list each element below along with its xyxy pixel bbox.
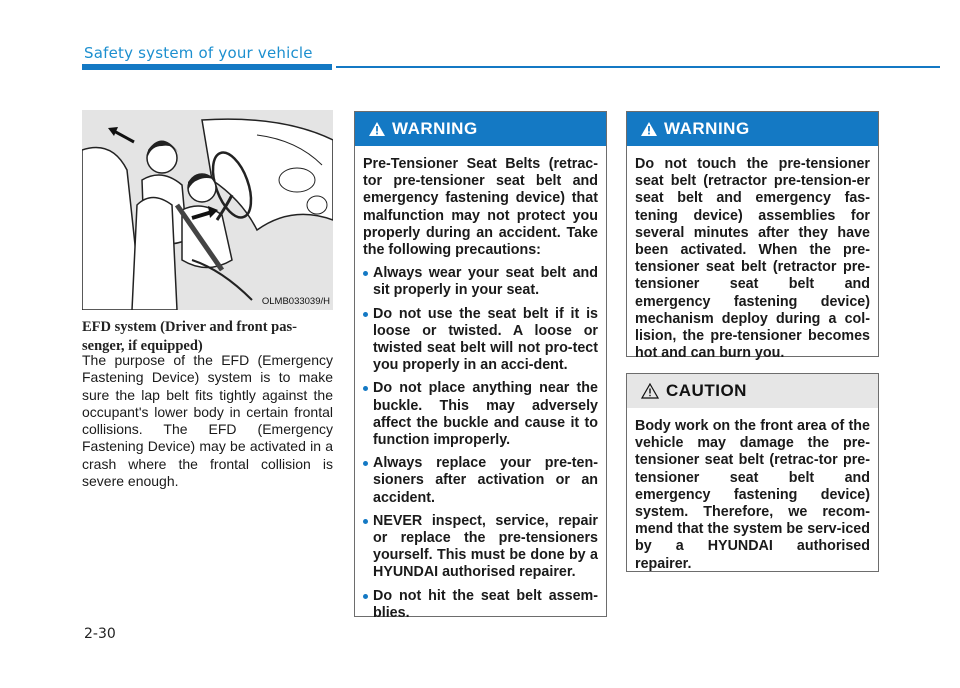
warning-body — [627, 146, 878, 362]
caution-box-body-work — [626, 373, 879, 572]
list-item: Always replace your pre-ten-sioners after activation or an accident. — [363, 455, 598, 507]
warning-header — [627, 112, 878, 146]
bullet-icon — [363, 312, 368, 317]
warning-text: Do not touch the pre-tensioner seat belt (retractor pre-tension-er seat belt and emergency fas-tening device) assemblies for several minutes after they have been activated. When the pre-tensioner seat belt (retractor pre-tensioner seat belt and emergency fastening device) mechanism deploy during a col-lision, the pre-tensioner becomes hot and can burn you. — [635, 156, 870, 362]
caution-text: Body work on the front area of the vehicle may damage the pre-tensioner seat belt (retrac-tor pre-tensioner seat belt and emergency fastening device) system. Therefore, we recom-mend that the system be serv-iced by a HYUNDAI authorised repairer. — [635, 418, 870, 572]
seatbelt-drawing — [82, 110, 333, 310]
list-item: Do not hit the seat belt assem-blies. — [363, 588, 598, 622]
warning-triangle-icon — [641, 122, 657, 136]
caution-triangle-icon — [641, 383, 659, 399]
bullet-icon — [363, 386, 368, 391]
list-item: Do not use the seat belt if it is loose or twisted. A loose or twisted seat belt will not pro-tect you properly in an acci-dent. — [363, 306, 598, 375]
section-header-title: Safety system of your vehicle — [84, 44, 313, 62]
warning-box-pretensioner — [354, 111, 607, 621]
caution-body — [627, 408, 878, 573]
list-item: Do not place anything near the buckle. This may adversely affect the buckle and cause it to function improperly. — [363, 380, 598, 449]
bullet-icon — [363, 519, 368, 524]
precautions-list — [363, 265, 598, 622]
warning-intro: Pre-Tensioner Seat Belts (retrac-tor pre-tensioner seat belt and emergency fastening device) that malfunction may not protect you properly during an accident. Take the following precautions: — [363, 156, 598, 259]
page-number: 2-30 — [84, 626, 116, 642]
section-heading: EFD system (Driver and front pas-senger, if equipped) — [82, 319, 297, 354]
caution-header — [627, 374, 878, 408]
bullet-icon — [363, 594, 368, 599]
warning-header — [355, 112, 606, 146]
list-item: Always wear your seat belt and sit properly in your seat. — [363, 265, 598, 299]
list-item: NEVER inspect, service, repair or replace the pre-tensioners yourself. This must be done by a HYUNDAI authorised repairer. — [363, 513, 598, 582]
figure-caption: OLMB033039/H — [261, 296, 330, 307]
header-bar-thick — [82, 64, 332, 70]
seatbelt-illustration — [82, 110, 333, 310]
warning-label: WARNING — [664, 119, 750, 138]
bullet-icon — [363, 461, 368, 466]
warning-label: WARNING — [392, 119, 478, 138]
header-bar-thin — [336, 66, 940, 68]
caution-label: CAUTION — [666, 381, 747, 400]
warning-triangle-icon — [369, 122, 385, 136]
section-body: The purpose of the EFD (Emergency Fastening Device) system is to make sure the lap belt fits tightly against the occupant's lower body in certain frontal collisions. The EFD (Emergency Fastening Device) may be activated in a crash where the frontal collision is severe enough. — [82, 352, 333, 490]
warning-box-hot-pretensioner — [626, 111, 879, 362]
warning-body — [355, 146, 606, 622]
bullet-icon — [363, 271, 368, 276]
